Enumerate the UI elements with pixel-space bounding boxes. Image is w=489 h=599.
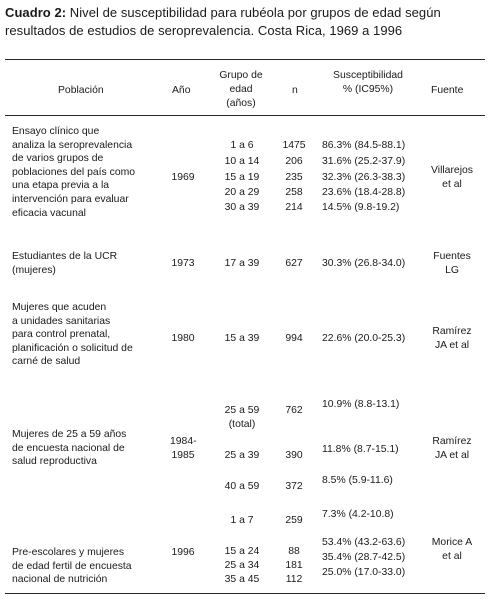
susc-cell: 30.3% (26.8-34.0)	[322, 258, 406, 269]
n-cell: 206	[285, 156, 303, 167]
n-cell: 372	[285, 481, 303, 492]
header-grupo-1: Grupo de	[219, 70, 263, 81]
grupo-cell: 30 a 39	[224, 202, 260, 213]
n-cell: 627	[285, 258, 303, 269]
poblacion-cell: una etapa previa a la	[12, 180, 110, 192]
susc-cell: 14.5% (9.8-19.2)	[322, 202, 400, 213]
poblacion-cell: de edad fertil de encuesta	[12, 560, 132, 572]
fuente-cell: LG	[445, 264, 459, 276]
grupo-cell: 1 a 6	[230, 139, 254, 151]
poblacion-cell: Pre-escolares y mujeres	[12, 547, 125, 558]
susc-cell: 32.3% (26.3-38.3)	[322, 172, 406, 183]
grupo-cell: 1 a 7	[230, 515, 254, 526]
n-cell: 88	[288, 546, 300, 557]
n-cell: 1475	[282, 139, 306, 151]
grupo-cell: 25 a 59	[224, 405, 260, 416]
header-poblacion: Población	[58, 85, 104, 96]
poblacion-cell: eficacia vacunal	[12, 207, 86, 219]
susc-cell: 35.4% (28.7-42.5)	[322, 552, 406, 563]
anio-cell: 1984-	[170, 436, 197, 447]
grupo-cell: 40 a 59	[224, 481, 260, 492]
poblacion-cell: salud reproductiva	[12, 456, 97, 468]
poblacion-cell: de encuesta nacional de	[12, 442, 125, 454]
fuente-cell: et al	[442, 550, 462, 562]
header-susc-2: % (IC95%)	[342, 84, 394, 95]
caption-text: Nivel de susceptibilidad para rubéola por grupos de edad según resultados de estudios de seroprevalencia. Costa Rica, 1969 a 1996	[5, 5, 441, 38]
susc-cell: 7.3% (4.2-10.8)	[322, 509, 394, 520]
grupo-cell: 25 a 34	[224, 560, 260, 571]
n-cell: 235	[285, 172, 303, 183]
grupo-cell-extra: (total)	[228, 419, 256, 430]
grupo-cell: 25 a 39	[224, 450, 260, 461]
fuente-cell: et al	[442, 178, 462, 190]
poblacion-cell: Estudiantes de la UCR	[12, 251, 118, 262]
fuente-cell: Fuentes	[433, 251, 471, 262]
poblacion-cell: carné de salud	[12, 356, 81, 368]
bottom-rule	[5, 593, 485, 594]
top-rule	[5, 59, 485, 60]
fuente-cell: Villarejos	[431, 165, 473, 176]
anio-cell: 1969	[171, 172, 195, 183]
susc-cell: 31.6% (25.2-37.9)	[322, 156, 406, 167]
poblacion-cell: de varios grupos de	[12, 153, 104, 165]
n-cell: 390	[285, 450, 303, 461]
poblacion-cell: (mujeres)	[12, 264, 56, 276]
fuente-cell: Ramírez	[432, 326, 472, 337]
header-anio: Año	[172, 85, 191, 96]
poblacion-cell: a unidades sanitarias	[12, 315, 111, 327]
n-cell: 259	[285, 515, 303, 526]
n-cell: 994	[285, 333, 303, 344]
header-n: n	[292, 85, 298, 96]
fuente-cell: JA et al	[434, 449, 470, 461]
susc-cell: 11.8% (8.7-15.1)	[322, 444, 399, 455]
poblacion-cell: Mujeres de 25 a 59 años	[12, 429, 127, 440]
susc-cell: 10.9% (8.8-13.1)	[322, 399, 400, 410]
header-grupo-3: (años)	[226, 98, 256, 109]
n-cell: 762	[285, 405, 303, 416]
susc-cell: 86.3% (84.5-88.1)	[322, 139, 406, 151]
n-cell: 214	[285, 202, 303, 213]
poblacion-cell: para control prenatal,	[12, 329, 111, 341]
header-rule	[5, 115, 485, 116]
header-grupo-2: edad	[229, 84, 253, 95]
n-cell: 181	[285, 560, 303, 571]
fuente-cell: JA et al	[434, 339, 470, 351]
susc-cell: 8.5% (5.9-11.6)	[322, 475, 393, 486]
grupo-cell: 15 a 24	[224, 546, 260, 557]
anio-cell: 1985	[171, 449, 195, 461]
fuente-cell: Morice A	[431, 537, 473, 548]
poblacion-cell: Mujeres que acuden	[12, 302, 107, 313]
anio-cell: 1980	[171, 333, 195, 344]
grupo-cell: 15 a 39	[224, 333, 260, 344]
susc-cell: 22.6% (20.0-25.3)	[322, 333, 406, 344]
susc-cell: 25.0% (17.0-33.0)	[322, 567, 406, 578]
header-susc-1: Susceptibilidad	[333, 70, 403, 81]
header-fuente: Fuente	[431, 85, 464, 96]
grupo-cell: 15 a 19	[224, 172, 260, 183]
poblacion-cell: Ensayo clínico que	[12, 126, 100, 137]
grupo-cell: 17 a 39	[224, 258, 260, 269]
susc-cell: 23.6% (18.4-28.8)	[322, 187, 406, 198]
anio-cell: 1996	[171, 547, 195, 558]
poblacion-cell: planificación o solicitud de	[12, 342, 133, 354]
grupo-cell: 10 a 14	[224, 156, 260, 167]
poblacion-cell: analiza la seroprevalencia	[12, 139, 133, 151]
susc-cell: 53.4% (43.2-63.6)	[322, 537, 406, 548]
poblacion-cell: intervención para evaluar	[12, 194, 129, 205]
n-cell: 112	[285, 574, 303, 585]
anio-cell: 1973	[171, 258, 195, 269]
table-caption	[5, 4, 487, 40]
fuente-cell: Ramírez	[432, 436, 472, 447]
n-cell: 258	[285, 187, 303, 198]
caption-label: Cuadro 2:	[5, 5, 67, 20]
grupo-cell: 20 a 29	[224, 187, 260, 198]
poblacion-cell: poblaciones del país como	[12, 166, 136, 178]
poblacion-cell: nacional de nutrición	[12, 574, 108, 586]
grupo-cell: 35 a 45	[224, 574, 260, 585]
